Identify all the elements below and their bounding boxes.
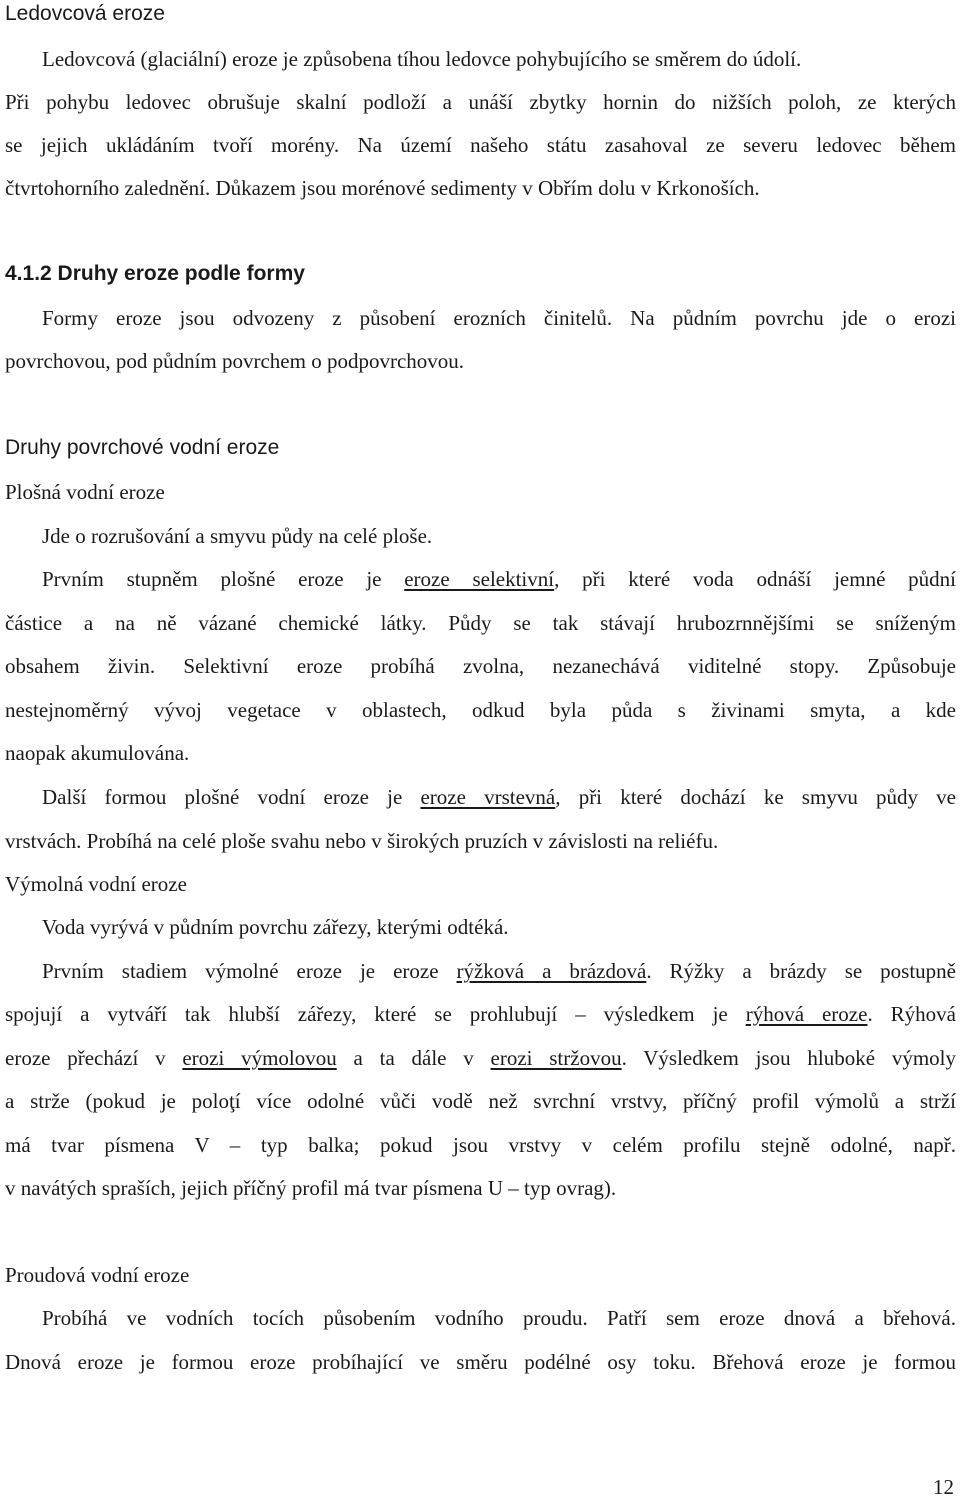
paragraph-line: naopak akumulována. [5, 741, 190, 765]
section-heading-forms: 4.1.2 Druhy eroze podle formy [5, 262, 305, 285]
subheading-sheet-erosion: Plošná vodní eroze [5, 480, 165, 504]
paragraph-line: vrstvách. Probíhá na celé ploše svahu nebo v širokých pruzích v závislosti na reliéfu. [5, 829, 719, 853]
paragraph-line: Prvním stadiem výmolné eroze je eroze rýžková a brázdová. Rýžky a brázdy se postupně [42, 959, 956, 983]
paragraph-line: Další formou plošné vodní eroze je eroze vrstevná, při které dochází ke smyvu půdy ve [42, 785, 956, 809]
paragraph-line: Voda vyrývá v půdním povrchu zářezy, kterými odtéká. [42, 915, 509, 939]
term-selective-erosion: eroze selektivní [404, 567, 555, 591]
term-ravine-erosion: erozi stržovou [490, 1046, 622, 1070]
subheading-gully-erosion: Výmolná vodní eroze [5, 872, 187, 896]
paragraph-line: eroze přechází v erozi výmolovou a ta dále v erozi stržovou. Výsledkem jsou hluboké výmoly [5, 1046, 956, 1070]
page-number: 12 [933, 1475, 954, 1499]
term-layer-erosion: eroze vrstevná [420, 785, 556, 809]
paragraph-line: má tvar písmena V – typ balka; pokud jsou vrstvy v celém profilu stejně odolné, např. [5, 1133, 956, 1157]
paragraph-line: se jejich ukládáním tvoří morény. Na území našeho státu zasahoval ze severu ledovec během [5, 133, 956, 157]
paragraph-line: v navátých spraších, jejich příčný profil má tvar písmena U – typ ovrag). [5, 1176, 617, 1200]
paragraph-line: čtvrtohorního zalednění. Důkazem jsou morénové sedimenty v Obřím dolu v Krkonoších. [5, 176, 760, 200]
paragraph-line: spojují a vytváří tak hlubší zářezy, které se prohlubují – výsledkem je rýhová eroze. Rýhová [5, 1002, 956, 1026]
paragraph-line: Při pohybu ledovec obrušuje skalní podloží a unáší zbytky hornin do nižších poloh, ze kterých [5, 90, 956, 114]
paragraph-line: Formy eroze jsou odvozeny z působení erozních činitelů. Na půdním povrchu jde o erozi [42, 306, 956, 330]
term-groove-erosion: rýhová eroze [745, 1002, 868, 1026]
subheading-stream-erosion: Proudová vodní eroze [5, 1263, 190, 1287]
paragraph-line: a strže (pokud je poloţí více odolné vůči vodě než svrchní vrstvy, příčný profil výmolů a strží [5, 1089, 956, 1113]
paragraph-line: obsahem živin. Selektivní eroze probíhá zvolna, nezanechává viditelné stopy. Způsobuje [5, 654, 956, 678]
paragraph-line: Ledovcová (glaciální) eroze je způsobena tíhou ledovce pohybujícího se směrem do údolí. [42, 47, 802, 71]
section-heading-glacial: Ledovcová eroze [5, 2, 165, 25]
paragraph-line: povrchovou, pod půdním povrchem o podpovrchovou. [5, 349, 465, 373]
section-heading-surface: Druhy povrchové vodní eroze [5, 436, 280, 459]
paragraph-line: Prvním stupněm plošné eroze je eroze selektivní, při které voda odnáší jemné půdní [42, 567, 956, 591]
paragraph-line: Jde o rozrušování a smyvu půdy na celé ploše. [42, 524, 433, 548]
paragraph-line: Dnová eroze je formou eroze probíhající ve směru podélné osy toku. Břehová eroze je formou [5, 1350, 956, 1374]
paragraph-line: nestejnoměrný vývoj vegetace v oblastech, odkud byla půda s živinami smyta, a kde [5, 698, 956, 722]
term-rill-erosion: rýžková a brázdová [456, 959, 647, 983]
term-gully-erosion: erozi výmolovou [182, 1046, 337, 1070]
paragraph-line: Probíhá ve vodních tocích působením vodního proudu. Patří sem eroze dnová a břehová. [42, 1306, 956, 1330]
paragraph-line: částice a na ně vázané chemické látky. Půdy se tak stávají hrubozrnnějšími se sníženým [5, 611, 956, 635]
